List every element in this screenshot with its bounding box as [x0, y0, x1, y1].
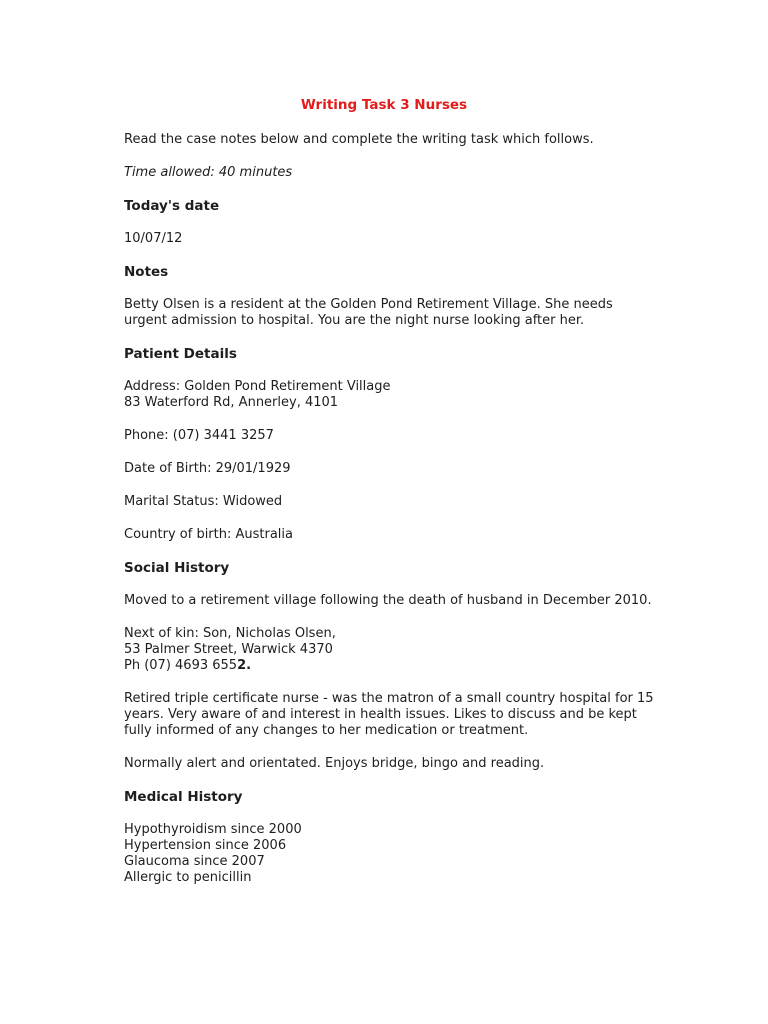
- intro-text: Read the case notes below and complete the writing task which follows.: [124, 132, 594, 147]
- address-line: 83 Waterford Rd, Annerley, 4101: [124, 395, 339, 410]
- country-of-birth: Country of birth: Australia: [124, 527, 293, 542]
- document-body: [124, 132, 664, 903]
- next-of-kin-phone-end: 2.: [237, 658, 252, 673]
- next-of-kin-phone: [124, 658, 664, 674]
- retired-line: Retired triple certificate nurse - was the matron of a small country hospital for 15: [124, 691, 654, 706]
- next-of-kin-line: 53 Palmer Street, Warwick 4370: [124, 642, 333, 657]
- social-history-heading: Social History: [124, 560, 230, 576]
- notes-line: urgent admission to hospital. You are the night nurse looking after her.: [124, 313, 585, 328]
- marital-status: Marital Status: Widowed: [124, 494, 283, 509]
- phone: Phone: (07) 3441 3257: [124, 428, 274, 443]
- notes-line: Betty Olsen is a resident at the Golden Pond Retirement Village. She needs: [124, 297, 613, 312]
- retired-text: [124, 691, 664, 739]
- time-allowed: Time allowed: 40 minutes: [124, 165, 293, 180]
- medical-history-item: Hypothyroidism since 2000: [124, 822, 302, 837]
- moved-text: Moved to a retirement village following the death of husband in December 2010.: [124, 593, 652, 608]
- notes-text: [124, 297, 664, 329]
- retired-line: fully informed of any changes to her medication or treatment.: [124, 723, 529, 738]
- patient-details-heading: Patient Details: [124, 346, 237, 362]
- medical-history-heading: Medical History: [124, 789, 243, 805]
- todays-date-heading: Today's date: [124, 198, 220, 214]
- notes-heading: Notes: [124, 264, 169, 280]
- medical-history-item: Glaucoma since 2007: [124, 854, 265, 869]
- next-of-kin-phone-number: Ph (07) 4693 655: [124, 658, 238, 673]
- address: [124, 379, 664, 411]
- next-of-kin: [124, 626, 664, 674]
- document-title: Writing Task 3 Nurses: [300, 97, 468, 113]
- medical-history-item: Allergic to penicillin: [124, 870, 252, 885]
- retired-line: years. Very aware of and interest in health issues. Likes to discuss and be kept: [124, 707, 637, 722]
- next-of-kin-line: Next of kin: Son, Nicholas Olsen,: [124, 626, 336, 641]
- medical-history-item: Hypertension since 2006: [124, 838, 287, 853]
- alert-text: Normally alert and orientated. Enjoys bridge, bingo and reading.: [124, 756, 545, 771]
- medical-history-list: [124, 822, 664, 886]
- date-of-birth: Date of Birth: 29/01/1929: [124, 461, 291, 476]
- address-line: Address: Golden Pond Retirement Village: [124, 379, 391, 394]
- todays-date-value: 10/07/12: [124, 231, 183, 246]
